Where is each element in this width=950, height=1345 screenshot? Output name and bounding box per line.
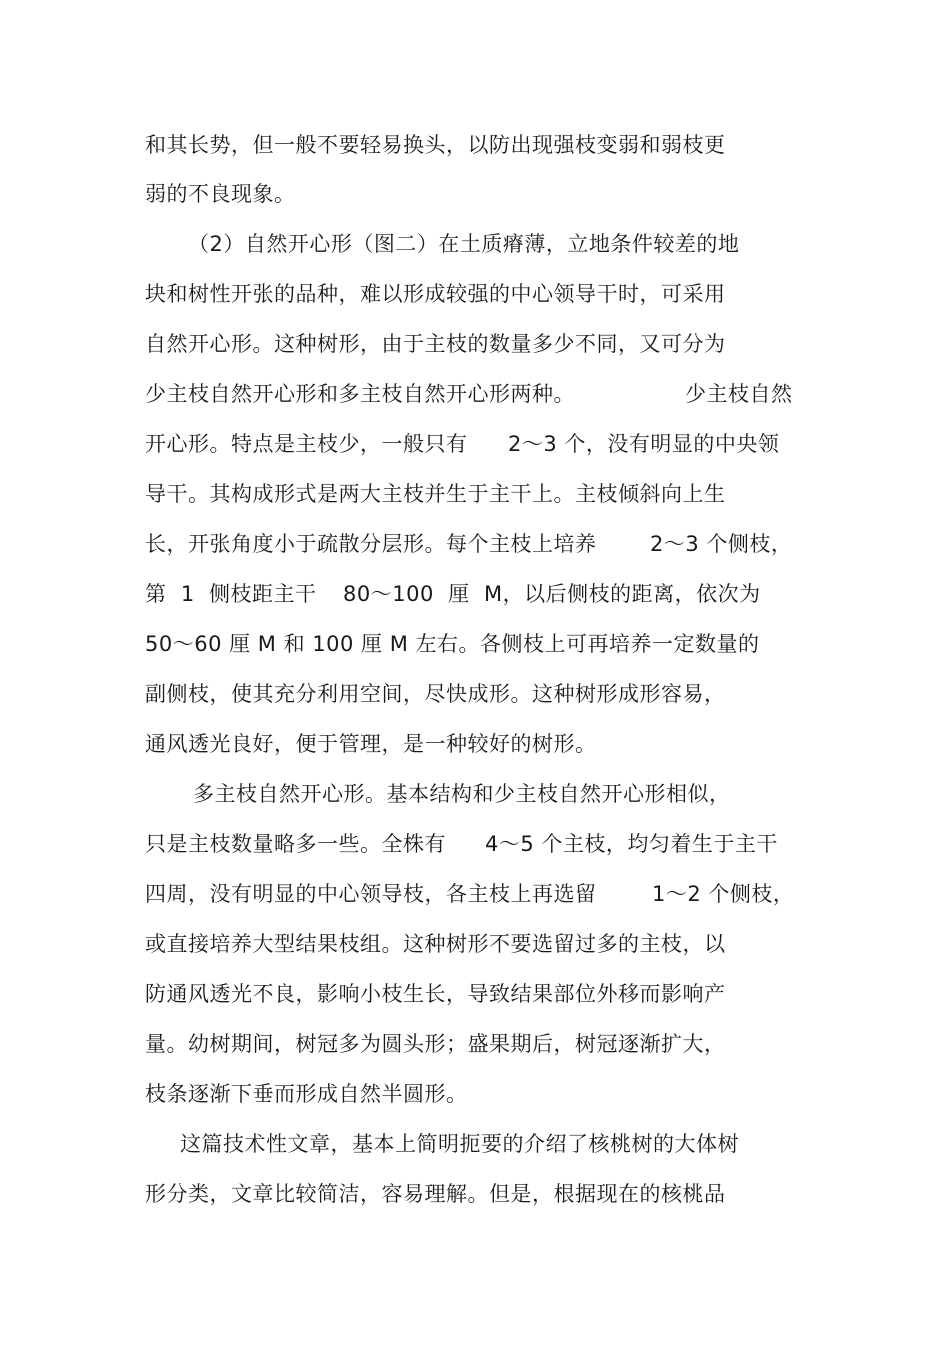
text-line-16a: 四周，没有明显的中心领导枝，各主枝上再选留 — [145, 882, 597, 906]
text-line-22: 形分类，文章比较简洁，容易理解。但是，根据现在的核桃品 — [145, 1182, 726, 1206]
text-line-13: 通风透光良好，便于管理，是一种较好的树形。 — [145, 732, 597, 756]
text-line-11: 50～60 厘 M 和 100 厘 M 左右。各侧枝上可再培养一定数量的 — [145, 632, 760, 656]
text-line-6b: 少主枝自然 — [685, 382, 793, 406]
text-line-7a: 开心形。特点是主枝少，一般只有 — [145, 432, 468, 456]
text-line-14: 多主枝自然开心形。基本结构和少主枝自然开心形相似， — [193, 782, 731, 806]
text-line-17: 或直接培养大型结果枝组。这种树形不要选留过多的主枝，以 — [145, 932, 726, 956]
text-line-21: 这篇技术性文章，基本上简明扼要的介绍了核桃树的大体树 — [180, 1132, 739, 1156]
text-line-2: 弱的不良现象。 — [145, 182, 296, 206]
text-line-4: 块和树性开张的品种，难以形成较强的中心领导干时，可采用 — [145, 282, 726, 306]
text-line-10a: 第 1 侧枝距主干 — [145, 582, 317, 606]
text-line-19: 量。幼树期间，树冠多为圆头形；盛果期后，树冠逐渐扩大， — [145, 1032, 726, 1056]
text-line-12: 副侧枝，使其充分利用空间，尽快成形。这种树形成形容易， — [145, 682, 726, 706]
text-line-16b: 1～2 个侧枝， — [652, 882, 795, 906]
text-line-1: 和其长势，但一般不要轻易换头，以防出现强枝变弱和弱枝更 — [145, 133, 726, 157]
text-line-9b: 2～3 个侧枝， — [650, 532, 793, 556]
text-line-6a: 少主枝自然开心形和多主枝自然开心形两种。 — [145, 382, 575, 406]
text-line-15a: 只是主枝数量略多一些。全株有 — [145, 832, 446, 856]
text-line-8: 导干。其构成形式是两大主枝并生于主干上。主枝倾斜向上生 — [145, 482, 726, 506]
text-line-20: 枝条逐渐下垂而形成自然半圆形。 — [145, 1082, 468, 1106]
text-line-10b: 80～100 厘 M，以后侧枝的距离，依次为 — [343, 582, 761, 606]
text-line-18: 防通风透光不良，影响小枝生长，导致结果部位外移而影响产 — [145, 982, 726, 1006]
text-line-3: （2）自然开心形（图二）在土质瘠薄，立地条件较差的地 — [188, 232, 740, 256]
text-line-15b: 4～5 个主枝，均匀着生于主干 — [485, 832, 778, 856]
text-line-5: 自然开心形。这种树形，由于主枝的数量多少不同，又可分为 — [145, 332, 726, 356]
text-line-9a: 长，开张角度小于疏散分层形。每个主枝上培养 — [145, 532, 597, 556]
text-line-7b: 2～3 个，没有明显的中央领 — [508, 432, 780, 456]
